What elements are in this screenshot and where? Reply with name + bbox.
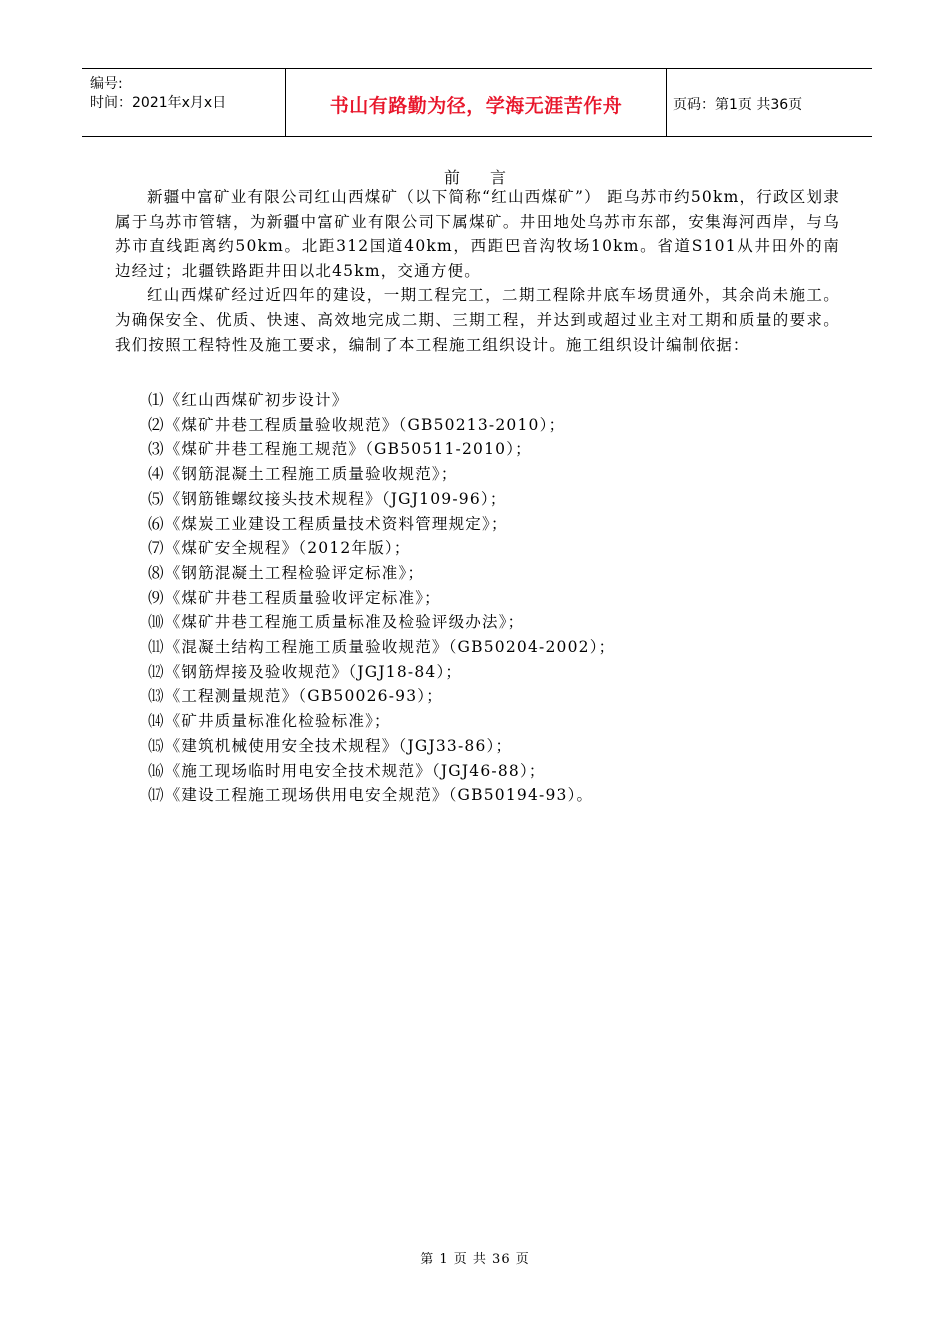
reference-item: ⑼《煤矿井巷工程质量验收评定标准》； — [148, 588, 441, 607]
reference-item: ⒀《工程测量规范》（GB50026-93）； — [148, 687, 443, 706]
reference-item: ⑿《钢筋焊接及验收规范》（JGJ18-84）； — [148, 662, 463, 681]
reference-item: ⒄《建设工程施工现场供用电安全规范》（GB50194-93）。 — [148, 786, 594, 805]
header-motto: 书山有路勤为径，学海无涯苦作舟 — [329, 95, 623, 117]
header-left-cell — [82, 69, 285, 136]
section-title: 前言 — [443, 168, 536, 187]
header-middle-cell — [285, 69, 667, 136]
reference-item: ⒃《施工现场临时用电安全技术规范》（JGJ46-88）； — [148, 761, 546, 780]
reference-item: ⑴《红山西煤矿初步设计》 — [148, 391, 349, 409]
reference-item: ⑹《煤炭工业建设工程质量技术资料管理规定》； — [148, 514, 508, 533]
header-page-info: 页码：第1页 共36页 — [673, 97, 803, 113]
reference-item: ⑻《钢筋混凝土工程检验评定标准》； — [148, 563, 425, 582]
reference-item: ⑶《煤矿井巷工程施工规范》（GB50511-2010）； — [148, 440, 532, 459]
paragraph: 红山西煤矿经过近四年的建设，一期工程完工，二期工程除井底车场贯通外，其余尚未施工。为确保安全、优质、快速、高效地完成二期、三期工程，并达到或超过业主对工期和质量的要求。我们按照工程特性及施工要求，编制了本工程施工组织设计。施工组织设计编制依据： — [115, 286, 840, 354]
document-time-label: 时间：2021年x月x日 — [90, 95, 227, 111]
reference-item: ⑸《钢筋锥螺纹接头技术规程》（JGJ109-96）； — [148, 489, 507, 508]
reference-item: ⑷《钢筋混凝土工程施工质量验收规范》； — [148, 465, 458, 484]
page-footer: 第 1 页 共 36 页 — [420, 1252, 530, 1267]
header-right-cell — [665, 69, 872, 136]
reference-item: ⑺《煤矿安全规程》（2012年版）； — [148, 539, 411, 558]
paragraph: 新疆中富矿业有限公司红山西煤矿（以下简称“红山西煤矿”） 距乌苏市约50km，行政区划隶属于乌苏市管辖，为新疆中富矿业有限公司下属煤矿。井田地处乌苏市东部，安集海河西岸，与乌苏市直线距离约50km。北距312国道40km，西距巴音沟牧场10km。省道S101从井田外的南边经过；北疆铁路距井田以北45km，交通方便。 — [115, 188, 840, 280]
page-header — [82, 68, 872, 137]
reference-item: ⑾《混凝土结构工程施工质量验收规范》（GB50204-2002）； — [148, 638, 616, 657]
document-number-label: 编号: — [90, 76, 123, 92]
reference-item: ⑵《煤矿井巷工程质量验收规范》（GB50213-2010）； — [148, 415, 566, 434]
reference-item: ⑽《煤矿井巷工程施工质量标准及检验评级办法》； — [148, 613, 525, 632]
reference-item: ⒂《建筑机械使用安全技术规程》（JGJ33-86）； — [148, 736, 513, 755]
reference-list — [148, 388, 615, 808]
body-text — [115, 185, 840, 357]
reference-item: ⒁《矿井质量标准化检验标准》； — [148, 712, 391, 731]
